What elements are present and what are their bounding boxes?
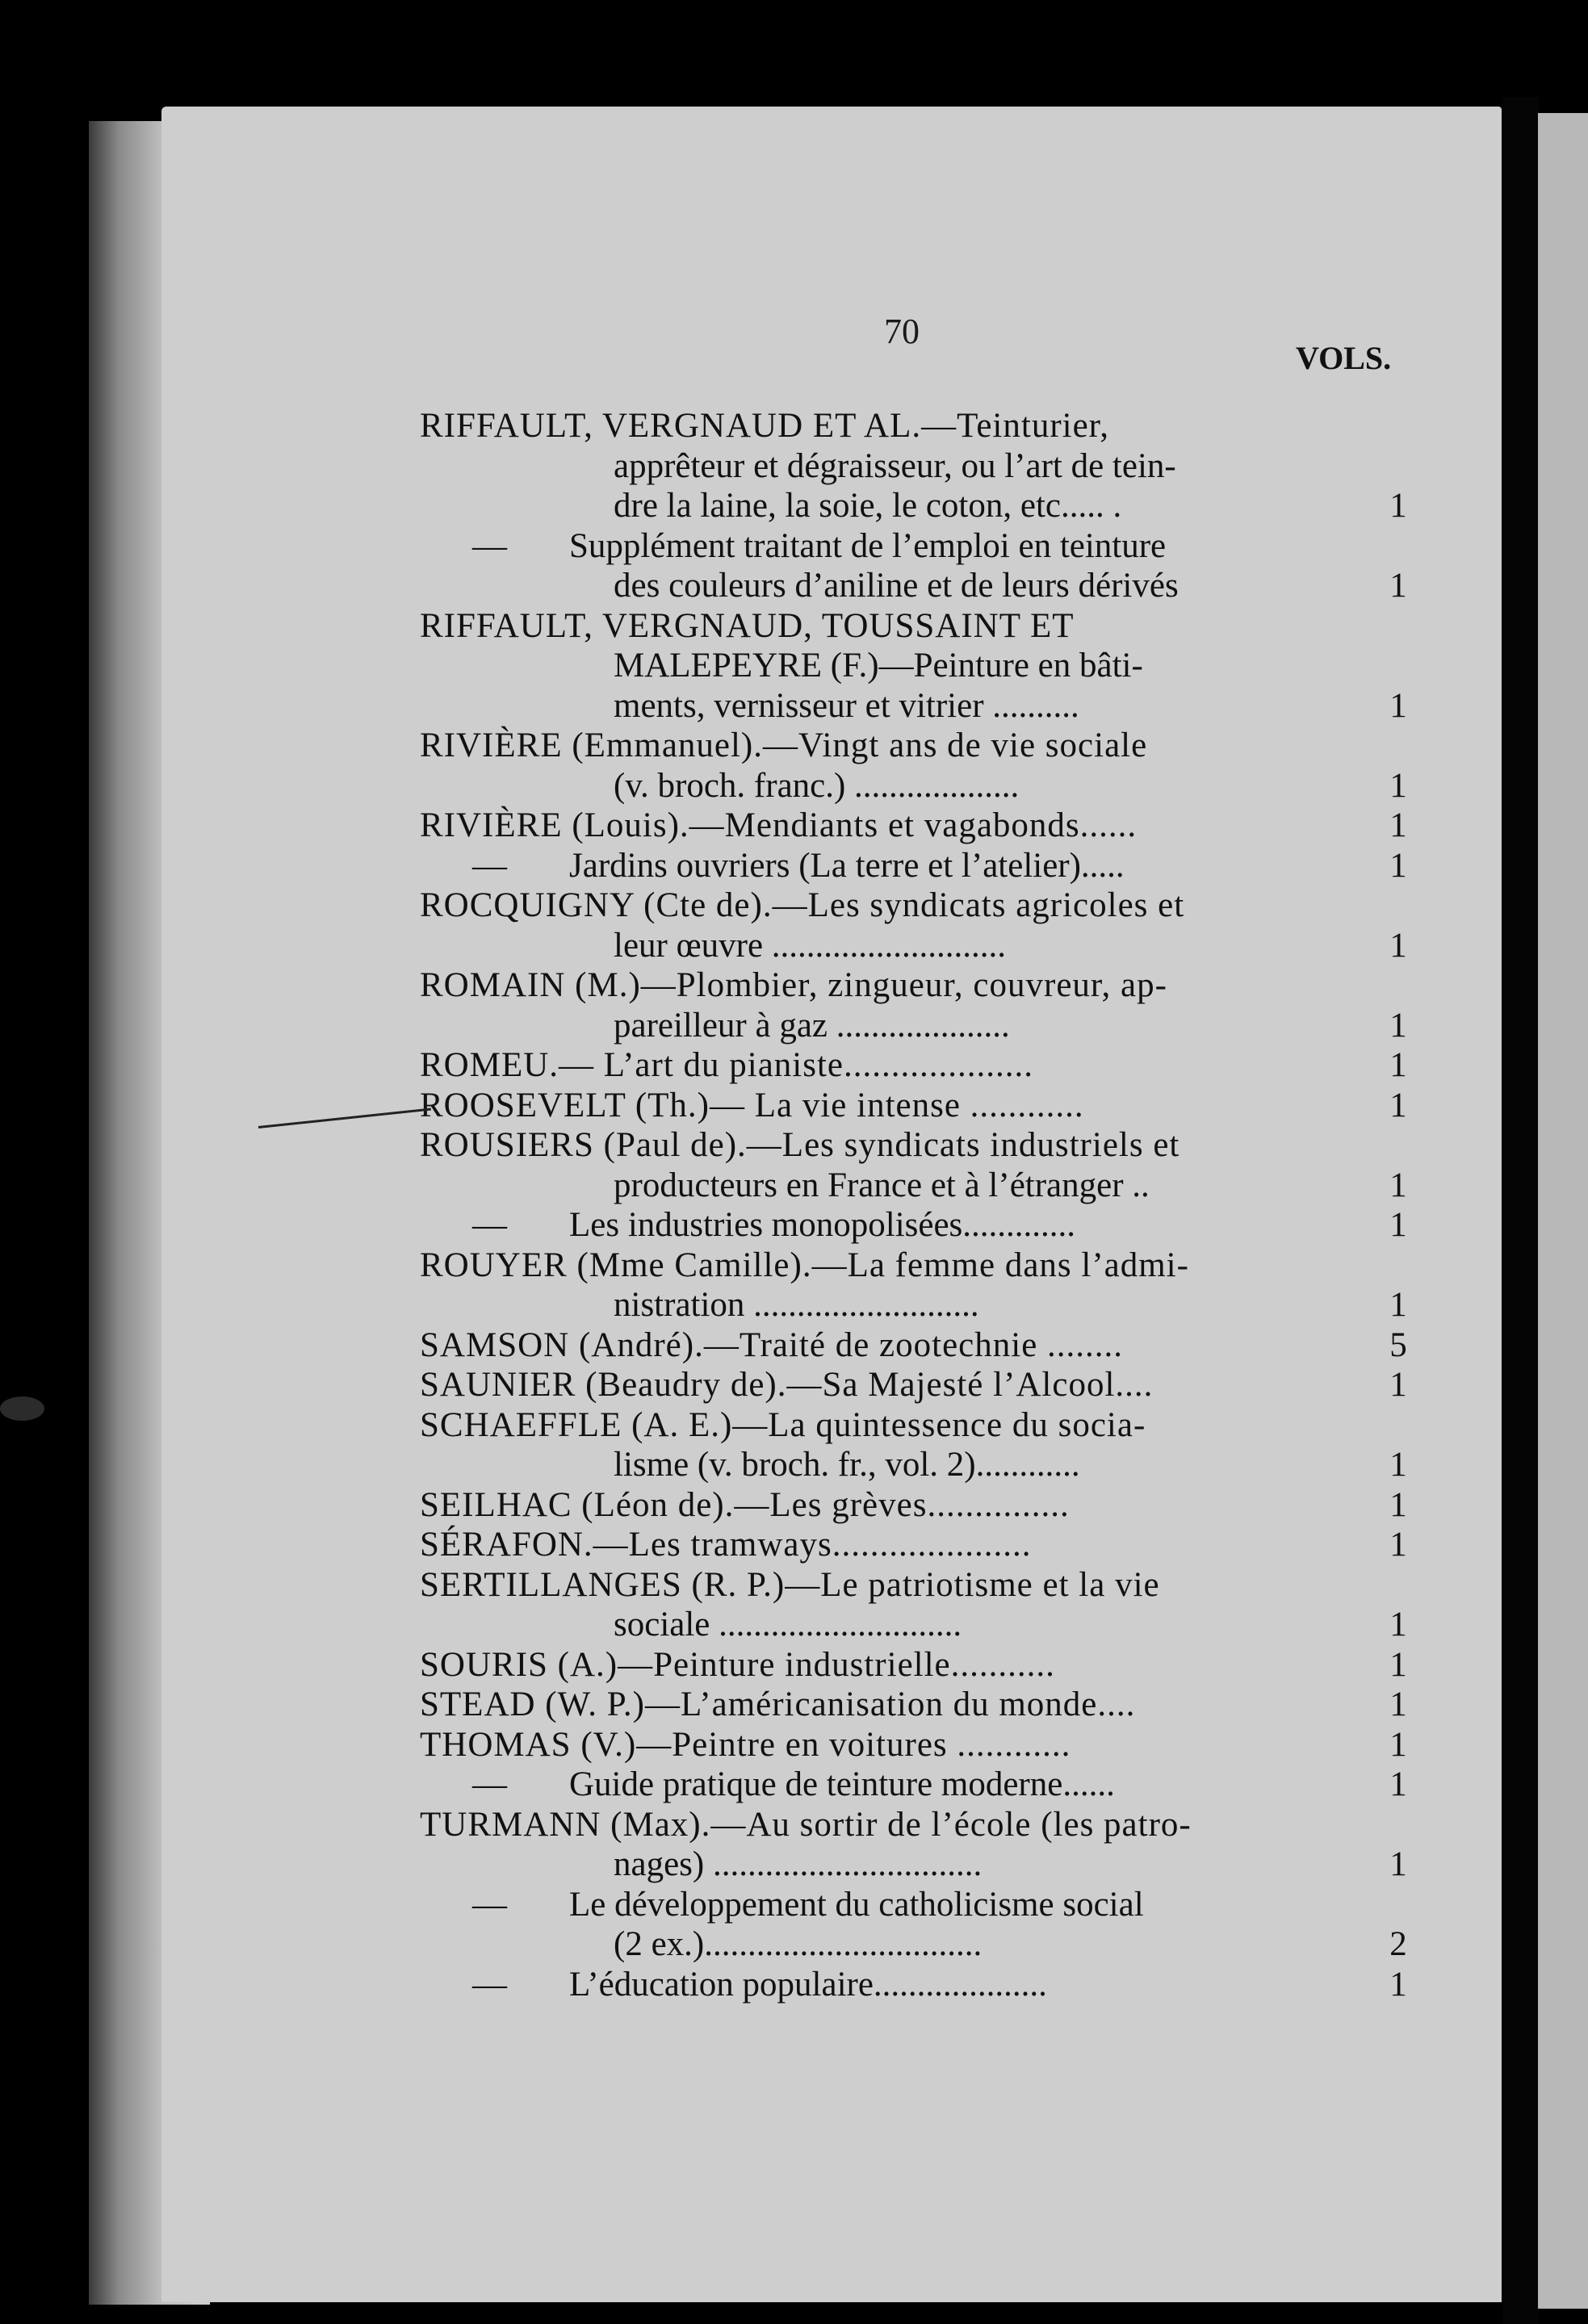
- volume-count: 5: [1389, 1326, 1407, 1364]
- catalog-line: [0, 1285, 1588, 1325]
- catalog-line: [0, 726, 1588, 766]
- catalog-line: [0, 1485, 1588, 1526]
- entry-text: SEILHAC (Léon de).—Les grèves...............: [420, 1486, 1070, 1524]
- catalog-line: [0, 1765, 1588, 1805]
- volume-count: 1: [1389, 1646, 1407, 1684]
- volume-count: 1: [1389, 806, 1407, 844]
- entry-text: STEAD (W. P.)—L’américanisation du monde....: [420, 1685, 1136, 1723]
- catalog-line: [0, 1525, 1588, 1565]
- volume-count: 1: [1389, 1526, 1407, 1564]
- catalog-line: [0, 886, 1588, 926]
- catalog-line: [0, 1006, 1588, 1046]
- ditto-dash: —: [472, 527, 507, 565]
- catalog-line: [0, 1685, 1588, 1725]
- volume-count: 1: [1389, 1087, 1407, 1124]
- volume-count: 1: [1389, 1845, 1407, 1883]
- entry-text: ments, vernisseur et vitrier ..........: [614, 687, 1079, 725]
- entry-text: ROCQUIGNY (Cte de).—Les syndicats agricoles et: [420, 886, 1185, 924]
- volume-count: 1: [1389, 1286, 1407, 1324]
- entry-text: Guide pratique de teinture moderne......: [569, 1765, 1115, 1803]
- entry-text: ROMAIN (M.)—Plombier, zingueur, couvreur, ap-: [420, 966, 1167, 1004]
- volume-count: 1: [1389, 847, 1407, 885]
- entry-text: Supplément traitant de l’emploi en teinture: [569, 527, 1167, 565]
- volume-count: 1: [1389, 687, 1407, 725]
- entry-text: sociale ............................: [614, 1606, 962, 1644]
- volume-count: 1: [1389, 487, 1407, 525]
- entry-text: L’éducation populaire....................: [569, 1966, 1047, 2004]
- entry-text: TURMANN (Max).—Au sortir de l’école (les patro-: [420, 1806, 1192, 1844]
- entry-text: Le développement du catholicisme social: [569, 1886, 1144, 1924]
- volume-count: 1: [1389, 1685, 1407, 1723]
- catalog-line: [0, 1645, 1588, 1685]
- entry-text: (2 ex.)................................: [614, 1925, 983, 1963]
- entry-text: ROUYER (Mme Camille).—La femme dans l’admi-: [420, 1246, 1189, 1284]
- catalog-line: [0, 686, 1588, 727]
- ditto-dash: —: [472, 1966, 507, 2004]
- entry-text: RIFFAULT, VERGNAUD ET AL.—Teinturier,: [420, 407, 1110, 445]
- entry-text: THOMAS (V.)—Peintre en voitures ............: [420, 1726, 1071, 1764]
- catalog-line: [0, 1325, 1588, 1366]
- catalog-line: [0, 606, 1588, 647]
- entry-text: ROOSEVELT (Th.)— La vie intense ............: [420, 1087, 1084, 1124]
- catalog-line: [0, 766, 1588, 806]
- entry-text: SCHAEFFLE (A. E.)—La quintessence du socia-: [420, 1406, 1146, 1444]
- ditto-dash: —: [472, 847, 507, 885]
- volume-count: 1: [1389, 1007, 1407, 1045]
- volume-count: 1: [1389, 1046, 1407, 1084]
- catalog-line: [0, 1166, 1588, 1206]
- vols-column-header: VOLS.: [1296, 340, 1392, 376]
- entry-text: SOURIS (A.)—Peinture industrielle...........: [420, 1646, 1055, 1684]
- catalog-line: [0, 1845, 1588, 1885]
- entry-text: producteurs en France et à l’étranger ..: [614, 1166, 1150, 1204]
- catalog-line: [0, 1125, 1588, 1166]
- catalog-line: [0, 1565, 1588, 1606]
- entry-text: RIVIÈRE (Emmanuel).—Vingt ans de vie sociale: [420, 727, 1148, 764]
- entry-text: lisme (v. broch. fr., vol. 2)............: [614, 1446, 1080, 1484]
- volume-count: 1: [1389, 767, 1407, 805]
- entry-text: MALEPEYRE (F.)—Peinture en bâti-: [614, 647, 1143, 685]
- volume-count: 1: [1389, 927, 1407, 965]
- catalog-line: [0, 1445, 1588, 1485]
- entry-text: ROMEU.— L’art du pianiste....................: [420, 1046, 1034, 1084]
- volume-count: 1: [1389, 1966, 1407, 2004]
- catalog-line: [0, 806, 1588, 846]
- catalog-line: [0, 566, 1588, 606]
- entry-text: SÉRAFON.—Les tramways.....................: [420, 1526, 1032, 1564]
- entry-text: Jardins ouvriers (La terre et l’atelier).....: [569, 847, 1125, 885]
- volume-count: 1: [1389, 1726, 1407, 1764]
- catalog-line: [0, 406, 1588, 446]
- entry-text: leur œuvre ...........................: [614, 927, 1007, 965]
- catalog-line: [0, 1965, 1588, 2005]
- catalog-line: [0, 1086, 1588, 1126]
- catalog-line: [0, 965, 1588, 1006]
- entry-text: Les industries monopolisées.............: [569, 1206, 1076, 1244]
- entry-text: SERTILLANGES (R. P.)—Le patriotisme et la vie: [420, 1566, 1160, 1604]
- catalog-line: [0, 1365, 1588, 1405]
- volume-count: 1: [1389, 1366, 1407, 1404]
- volume-count: 1: [1389, 1765, 1407, 1803]
- entry-text: SAUNIER (Beaudry de).—Sa Majesté l’Alcool....: [420, 1366, 1154, 1404]
- volume-count: 1: [1389, 1606, 1407, 1644]
- entry-text: des couleurs d’aniline et de leurs dérivés: [614, 567, 1179, 605]
- entry-text: apprêteur et dégraisseur, ou l’art de tein-: [614, 447, 1176, 485]
- catalog-line: [0, 646, 1588, 686]
- catalog-line: [0, 1805, 1588, 1845]
- entry-text: ROUSIERS (Paul de).—Les syndicats industriels et: [420, 1126, 1180, 1164]
- volume-count: 1: [1389, 1206, 1407, 1244]
- entry-text: (v. broch. franc.) ...................: [614, 767, 1020, 805]
- volume-count: 1: [1389, 567, 1407, 605]
- catalog-line: [0, 1045, 1588, 1086]
- catalog-line: [0, 1205, 1588, 1246]
- catalog-line: [0, 1885, 1588, 1925]
- entry-text: SAMSON (André).—Traité de zootechnie ........: [420, 1326, 1124, 1364]
- page-number: 70: [884, 312, 920, 351]
- ditto-dash: —: [472, 1206, 507, 1244]
- volume-count: 1: [1389, 1486, 1407, 1524]
- entry-text: nistration ..........................: [614, 1286, 979, 1324]
- ditto-dash: —: [472, 1765, 507, 1803]
- catalog-line: [0, 1246, 1588, 1286]
- volume-count: 1: [1389, 1166, 1407, 1204]
- catalog-line: [0, 846, 1588, 886]
- catalog-line: [0, 926, 1588, 966]
- catalog-line: [0, 446, 1588, 487]
- catalog-line: [0, 1924, 1588, 1965]
- entry-text: pareilleur à gaz ....................: [614, 1007, 1010, 1045]
- catalog-line: [0, 486, 1588, 526]
- catalog-line: [0, 526, 1588, 567]
- catalog-line: [0, 1725, 1588, 1765]
- entry-text: RIVIÈRE (Louis).—Mendiants et vagabonds......: [420, 806, 1138, 844]
- entry-text: nages) ...............................: [614, 1845, 983, 1883]
- volume-count: 2: [1389, 1925, 1407, 1963]
- entry-text: RIFFAULT, VERGNAUD, TOUSSAINT ET: [420, 607, 1075, 645]
- ditto-dash: —: [472, 1886, 507, 1924]
- catalog-line: [0, 1405, 1588, 1446]
- entry-text: dre la laine, la soie, le coton, etc..... .: [614, 487, 1122, 525]
- catalog-line: [0, 1605, 1588, 1645]
- volume-count: 1: [1389, 1446, 1407, 1484]
